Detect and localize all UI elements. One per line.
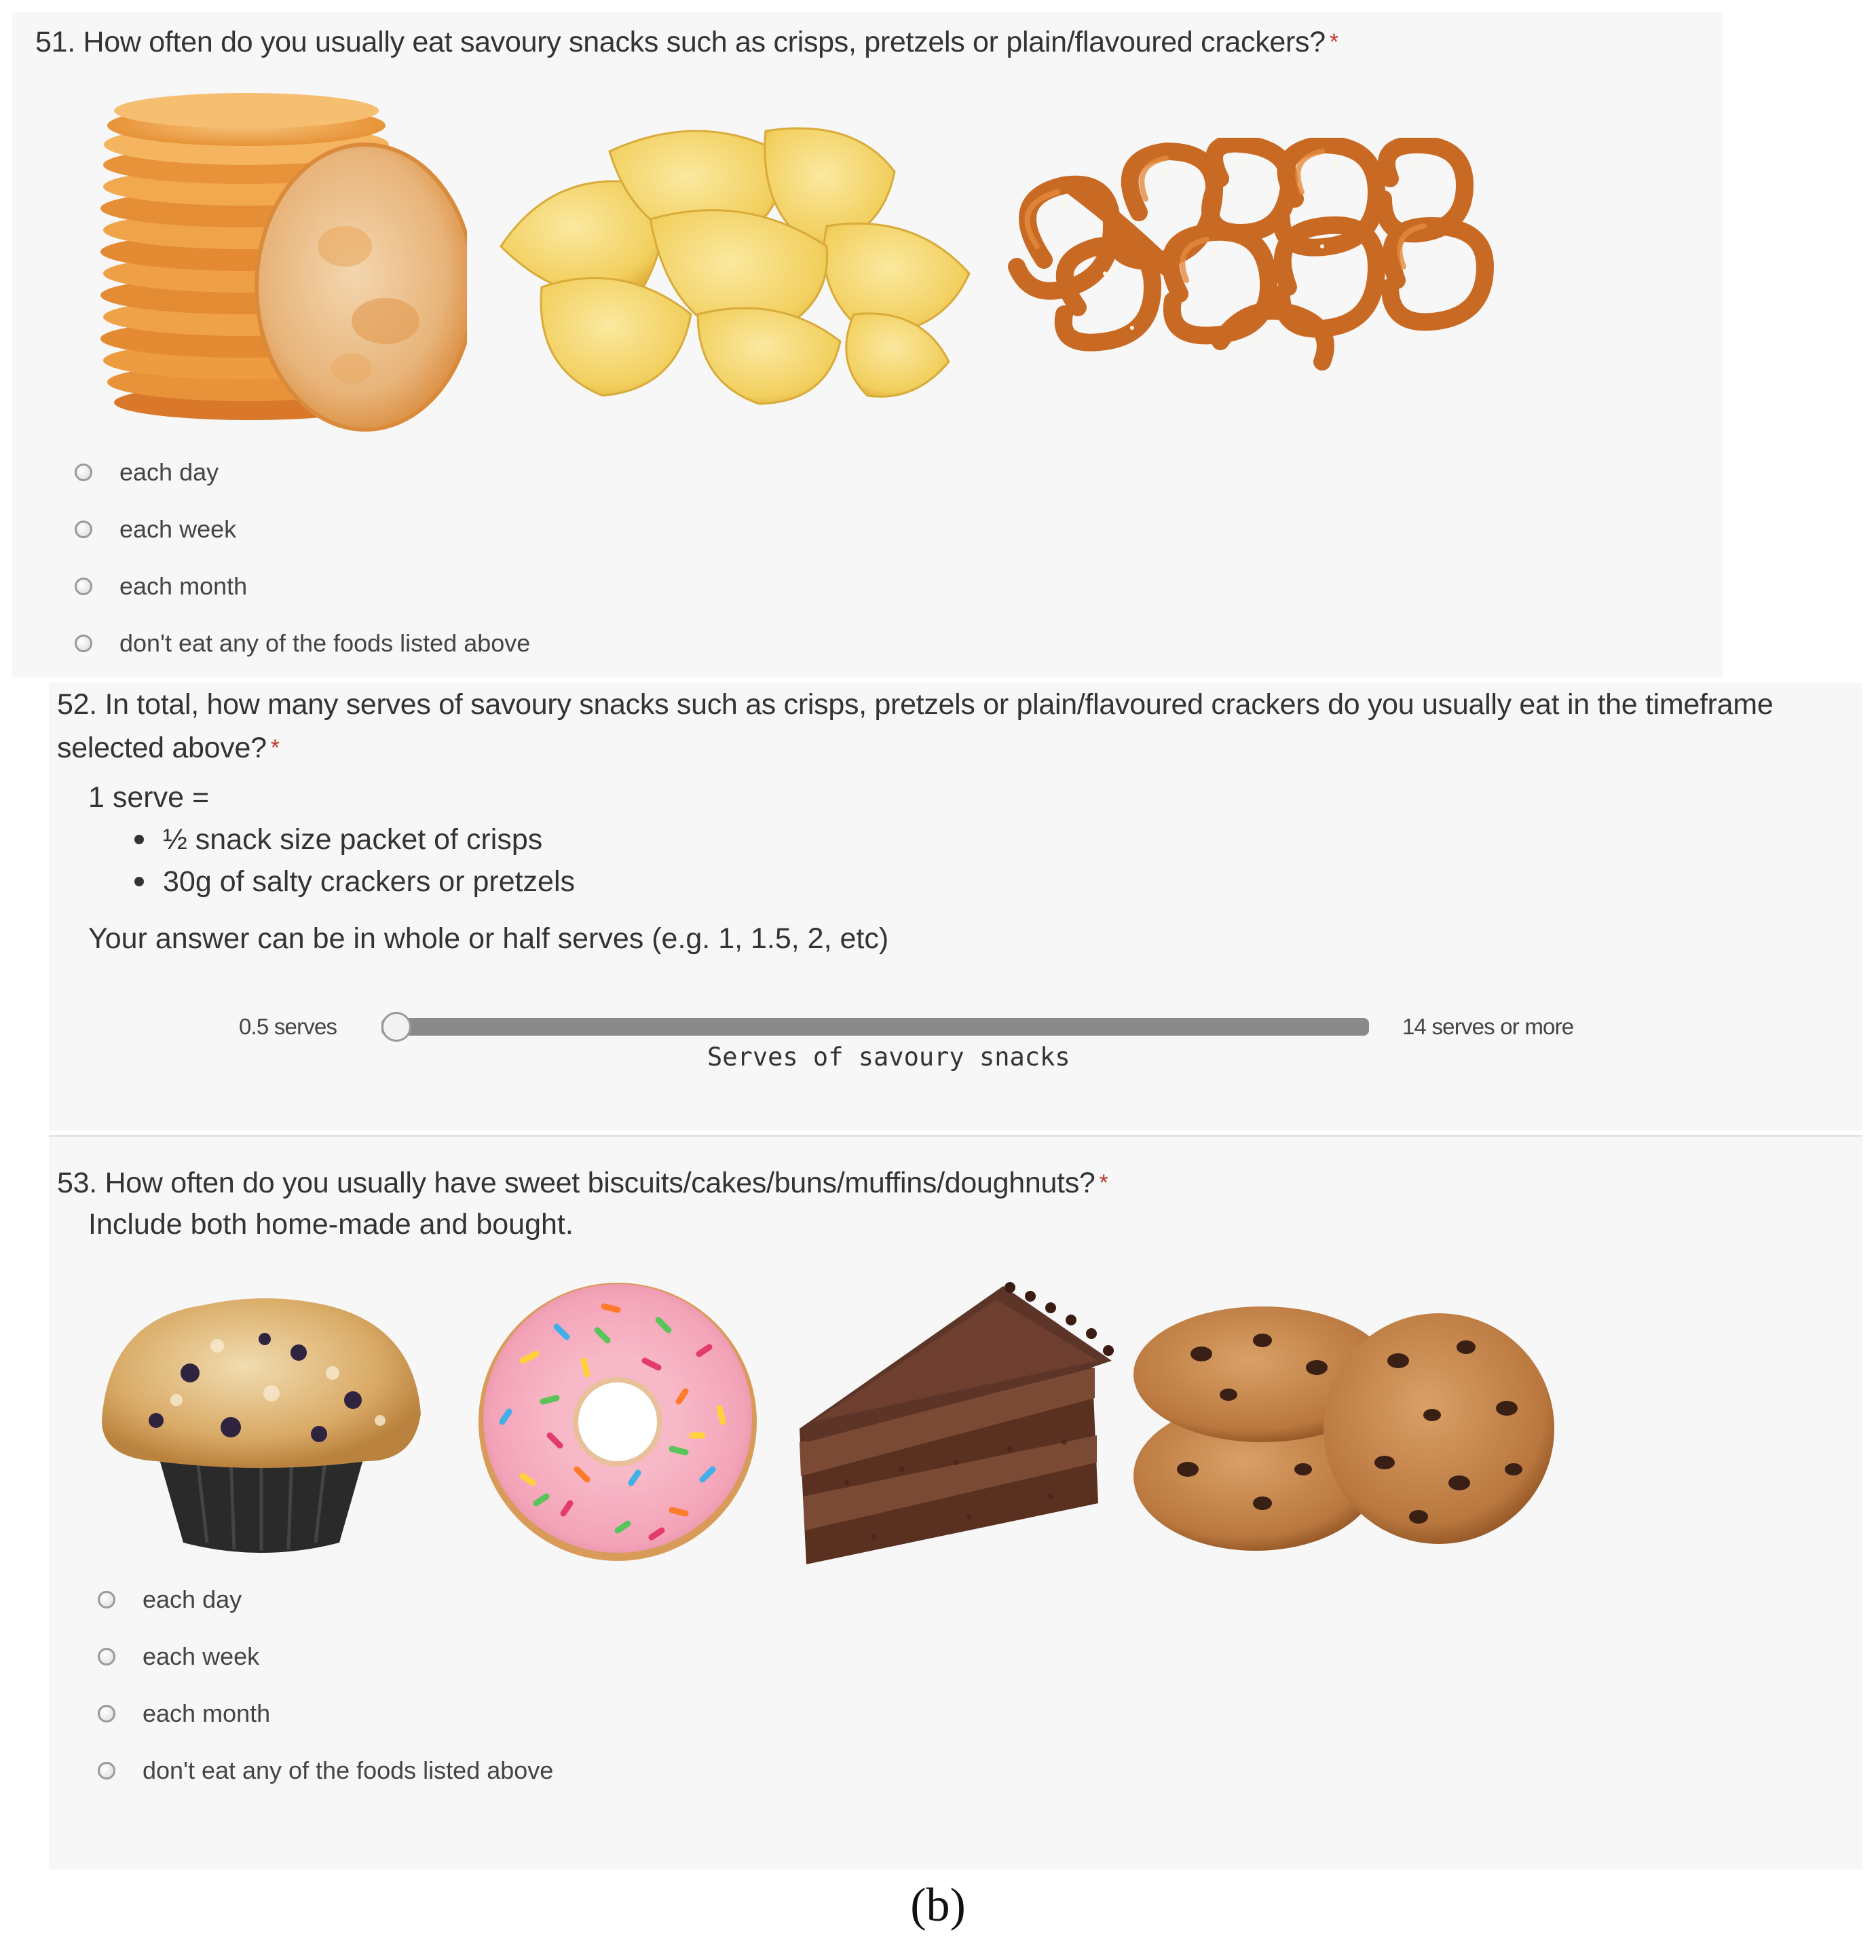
serve-item: 30g of salty crackers or pretzels [134, 861, 575, 903]
radio-button[interactable] [98, 1762, 115, 1779]
radio-button[interactable] [98, 1591, 115, 1608]
option-dont-eat[interactable] [98, 1742, 553, 1799]
rice-crackers-image [94, 83, 467, 436]
answer-note: Your answer can be in whole or half serves (e.g. 1, 1.5, 2, etc) [88, 922, 889, 955]
option-each-day[interactable] [98, 1571, 553, 1628]
slider-title: Serves of savoury snacks [707, 1042, 1070, 1072]
question-53-options [98, 1571, 553, 1799]
radio-button[interactable] [75, 578, 92, 595]
question-52-line-2: selected above? [57, 732, 267, 764]
option-label: each month [143, 1699, 271, 1727]
required-marker: * [270, 735, 280, 761]
serve-heading: 1 serve = [88, 781, 210, 814]
option-label: don't eat any of the foods listed above [119, 629, 531, 657]
question-52-line-1: 52. In total, how many serves of savoury snacks such as crisps, pretzels or plain/flavoured crackers do you usually eat in the timeframe [57, 688, 1774, 721]
potato-crisps-image [474, 111, 976, 409]
radio-button[interactable] [98, 1648, 115, 1665]
question-52-text [57, 683, 1849, 770]
radio-button[interactable] [75, 464, 92, 481]
serve-item: ½ snack size packet of crisps [134, 818, 575, 861]
option-each-week[interactable] [98, 1628, 553, 1685]
option-label: each month [119, 572, 248, 600]
option-each-day[interactable] [75, 444, 530, 501]
option-dont-eat[interactable] [75, 615, 530, 672]
option-each-week[interactable] [75, 501, 530, 558]
option-each-month[interactable] [98, 1685, 553, 1742]
option-label: don't eat any of the foods listed above [143, 1756, 554, 1784]
required-marker: * [1099, 1170, 1108, 1196]
slider-max-label: 14 serves or more [1402, 1014, 1574, 1039]
slider-min-label: 0.5 serves [239, 1014, 337, 1039]
radio-button[interactable] [98, 1705, 115, 1722]
serve-list [134, 818, 575, 903]
cookies-image [1127, 1300, 1561, 1558]
question-51-panel [12, 12, 1723, 677]
slider-track[interactable] [381, 1018, 1369, 1036]
required-marker: * [1329, 29, 1338, 55]
chocolate-cake-image [793, 1279, 1132, 1571]
question-53-text: 53. How often do you usually have sweet biscuits/cakes/buns/muffins/doughnuts? * [57, 1167, 1108, 1199]
muffin-image [95, 1292, 428, 1563]
question-51-options [75, 444, 530, 672]
slider-thumb[interactable] [381, 1012, 411, 1042]
figure-caption: (b) [910, 1879, 966, 1931]
question-51-text: 51. How often do you usually eat savoury snacks such as crisps, pretzels or plain/flavoured crackers? * [35, 26, 1338, 58]
doughnut-image [468, 1279, 767, 1564]
option-each-month[interactable] [75, 558, 530, 615]
radio-button[interactable] [75, 521, 92, 538]
question-53-subtext: Include both home-made and bought. [88, 1208, 574, 1241]
option-label: each week [143, 1642, 260, 1670]
question-53-panel [49, 1135, 1862, 1870]
radio-button[interactable] [75, 635, 92, 652]
option-label: each day [143, 1585, 242, 1613]
pretzels-image [996, 138, 1512, 382]
option-label: each day [119, 458, 219, 486]
option-label: each week [119, 515, 237, 543]
question-52-panel [49, 683, 1862, 1131]
